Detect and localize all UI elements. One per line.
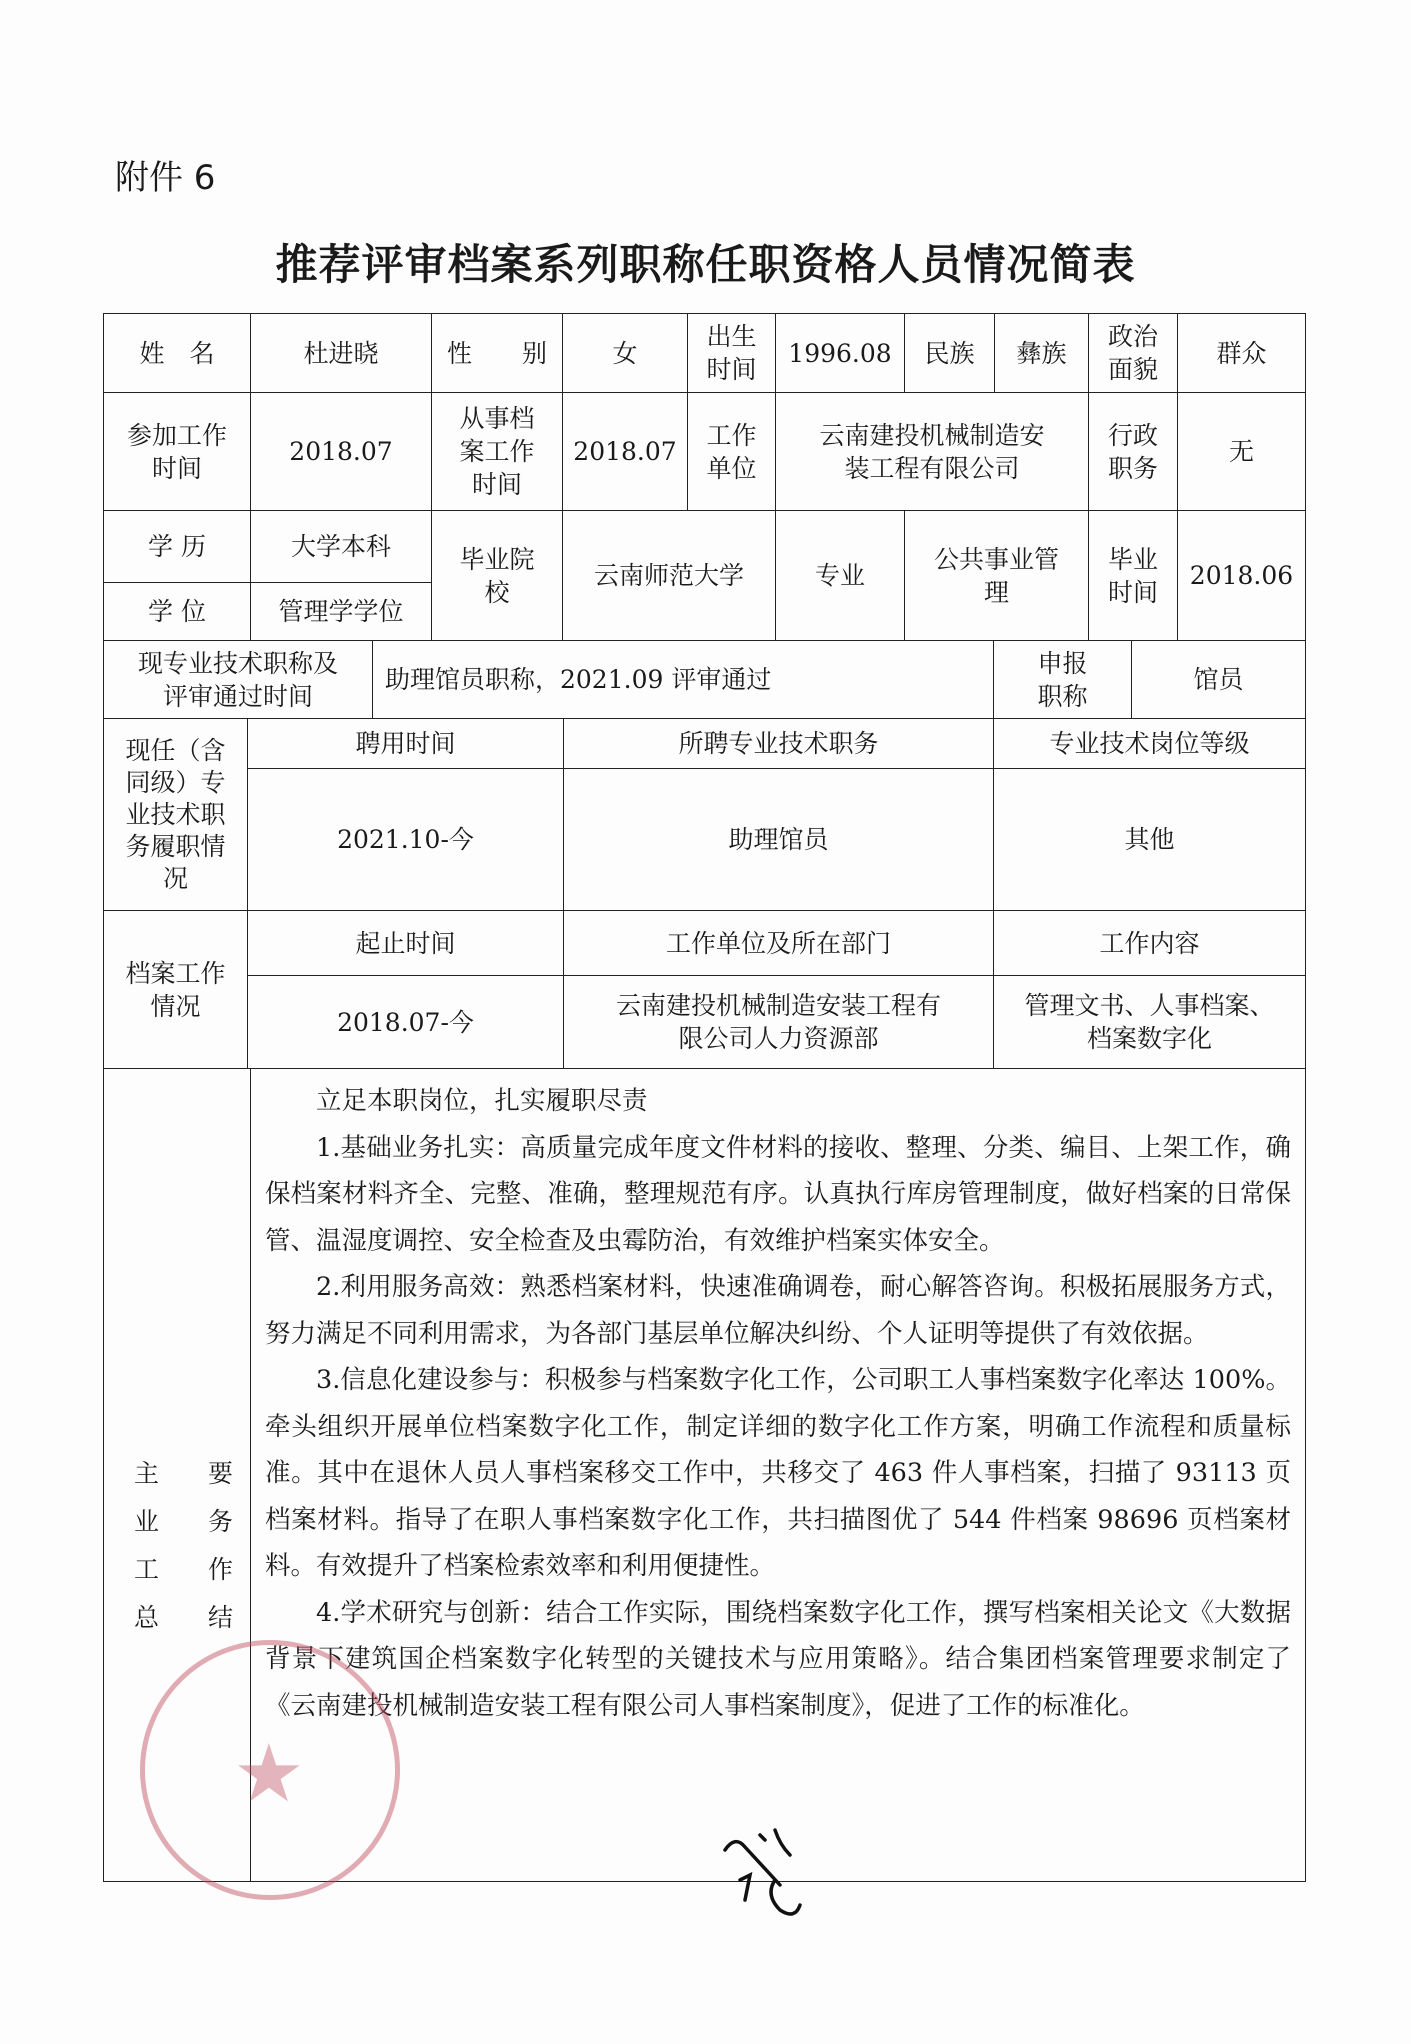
- unit-header-text: 工作单位及所在部门: [665, 928, 891, 958]
- employer-line2: 装工程有限公司: [844, 453, 1020, 483]
- archive-work-label: [103, 910, 248, 1069]
- current-post-label-line2: 同级）专: [125, 767, 226, 797]
- school-text: 云南师范大学: [593, 561, 744, 590]
- post-text: 助理馆员: [728, 825, 829, 854]
- unit-line2: 限公司人力资源部: [678, 1024, 879, 1053]
- degree-text: 管理学学位: [278, 597, 404, 626]
- period-text: 2018.07-今: [337, 1007, 474, 1037]
- current-post-label-line4: 务履职情: [125, 831, 226, 861]
- apply-title-text: 馆员: [1193, 665, 1244, 694]
- content-line2: 档案数字化: [1086, 1024, 1212, 1053]
- hire-date-header: [247, 718, 564, 769]
- period-value: [247, 975, 564, 1069]
- grad-text: 2018.06: [1189, 561, 1294, 590]
- summary-label-char: 总: [134, 1603, 160, 1632]
- grade-value: [993, 768, 1306, 911]
- current-post-label: [103, 718, 248, 911]
- hire-date-text: 2021.10-今: [337, 825, 474, 854]
- gender-label: [431, 313, 563, 393]
- degree-level-label: [103, 510, 251, 583]
- degree-value: [250, 582, 432, 641]
- archive-start-label-line2: 案工作: [459, 437, 535, 466]
- name-text: 杜进晓: [303, 338, 379, 368]
- major-line2: 理: [983, 577, 1009, 607]
- work-start-label-line1: 参加工作: [126, 420, 227, 450]
- grade-header-text: 专业技术岗位等级: [1049, 729, 1250, 758]
- post-header-text: 所聘专业技术职务: [678, 729, 879, 758]
- grad-label-line2: 时间: [1107, 577, 1158, 607]
- political-label: [1088, 313, 1178, 393]
- admin-value: [1177, 392, 1306, 511]
- summary-label-char: 工: [134, 1555, 160, 1584]
- current-title-label: [103, 640, 373, 719]
- current-title-label-line2: 评审通过时间: [162, 681, 313, 711]
- summary-label-char: 务: [208, 1507, 234, 1536]
- apply-title-label: [993, 640, 1132, 719]
- unit-value: [563, 975, 994, 1069]
- admin-label-line1: 行政: [1107, 420, 1158, 450]
- current-title-value: [372, 640, 994, 719]
- political-label-line1: 政治: [1107, 322, 1158, 351]
- major-line1: 公共事业管: [933, 544, 1059, 574]
- archive-start-label: [431, 392, 563, 511]
- school-label-line1: 毕业院: [459, 544, 535, 574]
- current-post-label-line1: 现任（含: [125, 735, 226, 765]
- employer-label-line1: 工作: [706, 420, 757, 450]
- employer-label: [687, 392, 776, 511]
- archive-work-label-line2: 情况: [150, 991, 201, 1021]
- hire-date-header-text: 聘用时间: [355, 729, 456, 758]
- summary-heading: 立足本职岗位，扎实履职尽责: [316, 1086, 648, 1116]
- birth-label: [687, 313, 776, 393]
- birth-label-line2: 时间: [706, 355, 757, 384]
- work-start-label: [103, 392, 251, 511]
- work-start-label-line2: 时间: [151, 453, 202, 483]
- post-header: [563, 718, 994, 769]
- ethnicity-label: [904, 313, 995, 393]
- school-label: [431, 510, 563, 641]
- name-label-text: 姓 名: [139, 338, 215, 368]
- period-header: [247, 910, 564, 976]
- summary-paragraph-3: 3.信息化建设参与：积极参与档案数字化工作，公司职工人事档案数字化率达 100%。牵头组织开展单位档案数字化工作，制定详细的数字化工作方案，明确工作流程和质量标准。其中在退休人员人事档案移交工作中，共移交了 463 件人事档案，扫描了 93113 页档案材料。指导了在职人事档案数字化工作，共扫描图优了 544 件档案 98696 页档案材料。有效提升了档案检索效率和利用便捷性。: [265, 1365, 1291, 1581]
- work-start-text: 2018.07: [289, 437, 393, 466]
- summary-label-char: 作: [208, 1555, 234, 1584]
- ethnicity-text: 彝族: [1016, 338, 1067, 368]
- archive-start-value: [562, 392, 688, 511]
- ethnicity-value: [994, 313, 1089, 393]
- apply-title-label-line2: 职称: [1037, 681, 1088, 711]
- work-start-value: [250, 392, 432, 511]
- gender-text: 女: [612, 338, 638, 368]
- degree-label: [103, 582, 251, 641]
- employer-label-line2: 单位: [706, 453, 757, 483]
- political-text: 群众: [1216, 338, 1267, 368]
- birth-text: 1996.08: [788, 338, 892, 368]
- archive-start-text: 2018.07: [573, 437, 677, 466]
- birth-label-line1: 出生: [706, 322, 757, 351]
- grade-header: [993, 718, 1306, 769]
- summary-paragraph-1: 1.基础业务扎实：高质量完成年度文件材料的接收、整理、分类、编目、上架工作，确保档案材料齐全、完整、准确，整理规范有序。认真执行库房管理制度，做好档案的日常保管、温湿度调控、安全检查及虫霉防治，有效维护档案实体安全。: [265, 1132, 1291, 1256]
- post-value: [563, 768, 994, 911]
- attachment-number: 附件 6: [115, 158, 216, 198]
- current-title-label-line1: 现专业技术职称及: [137, 648, 338, 678]
- degree-level-label-text: 学 历: [148, 532, 206, 561]
- summary-text: [251, 1068, 1305, 1882]
- name-value: [250, 313, 432, 393]
- content-value: [993, 975, 1306, 1069]
- major-label: [775, 510, 905, 641]
- hire-date-value: [247, 768, 564, 911]
- major-label-text: 专业: [814, 561, 865, 590]
- employer-value: [775, 392, 1089, 511]
- name-label: [103, 313, 251, 393]
- content-header: [993, 910, 1306, 976]
- archive-start-label-line3: 时间: [471, 470, 522, 499]
- summary-paragraph-2: 2.利用服务高效：熟悉档案材料，快速准确调卷，耐心解答咨询。积极拓展服务方式，努力满足不同利用需求，为各部门基层单位解决纠纷、个人证明等提供了有效依据。: [265, 1272, 1291, 1349]
- grad-value: [1177, 510, 1306, 641]
- period-header-text: 起止时间: [355, 928, 456, 958]
- current-title-text: 助理馆员职称，2021.09 评审通过: [385, 665, 772, 694]
- summary-label-char: 业: [134, 1507, 160, 1536]
- apply-title-value: [1131, 640, 1306, 719]
- archive-start-label-line1: 从事档: [459, 404, 535, 433]
- grad-label: [1088, 510, 1178, 641]
- page-title: 推荐评审档案系列职称任职资格人员情况简表: [275, 240, 1136, 289]
- content-header-text: 工作内容: [1099, 928, 1200, 958]
- employer-line1: 云南建投机械制造安: [819, 420, 1045, 450]
- apply-title-label-line1: 申报: [1037, 648, 1088, 678]
- unit-header: [563, 910, 994, 976]
- degree-level-text: 大学本科: [290, 532, 391, 561]
- admin-label-line2: 职务: [1107, 453, 1158, 483]
- content-line1: 管理文书、人事档案、: [1024, 991, 1275, 1020]
- political-label-line2: 面貌: [1107, 355, 1158, 384]
- gender-value: [562, 313, 688, 393]
- degree-level-value: [250, 510, 432, 583]
- summary-label: [103, 1068, 251, 1882]
- grad-label-line1: 毕业: [1107, 544, 1158, 574]
- grade-text: 其他: [1124, 825, 1175, 854]
- archive-work-label-line1: 档案工作: [125, 958, 226, 988]
- summary-label-char: 要: [208, 1459, 234, 1488]
- summary-paragraph-4: 4.学术研究与创新：结合工作实际，围绕档案数字化工作，撰写档案相关论文《大数据背景下建筑国企档案数字化转型的关键技术与应用策略》。结合集团档案管理要求制定了《云南建投机械制造安装工程有限公司人事档案制度》，促进了工作的标准化。: [265, 1597, 1291, 1721]
- summary-label-char: 结: [208, 1603, 234, 1632]
- admin-label: [1088, 392, 1178, 511]
- summary-label-char: 主: [134, 1459, 160, 1488]
- ethnicity-label-text: 民族: [924, 338, 975, 368]
- birth-value: [775, 313, 905, 393]
- gender-label-text: 性 别: [446, 338, 547, 368]
- admin-text: 无: [1228, 437, 1254, 466]
- major-value: [904, 510, 1089, 641]
- current-post-label-line3: 业技术职: [125, 799, 226, 829]
- school-value: [562, 510, 776, 641]
- degree-label-text: 学 位: [148, 597, 206, 626]
- seal-star-icon: ★: [233, 1727, 305, 1820]
- unit-line1: 云南建投机械制造安装工程有: [615, 991, 941, 1020]
- school-label-line2: 校: [484, 577, 510, 607]
- political-value: [1177, 313, 1306, 393]
- current-post-label-line5: 况: [162, 863, 188, 893]
